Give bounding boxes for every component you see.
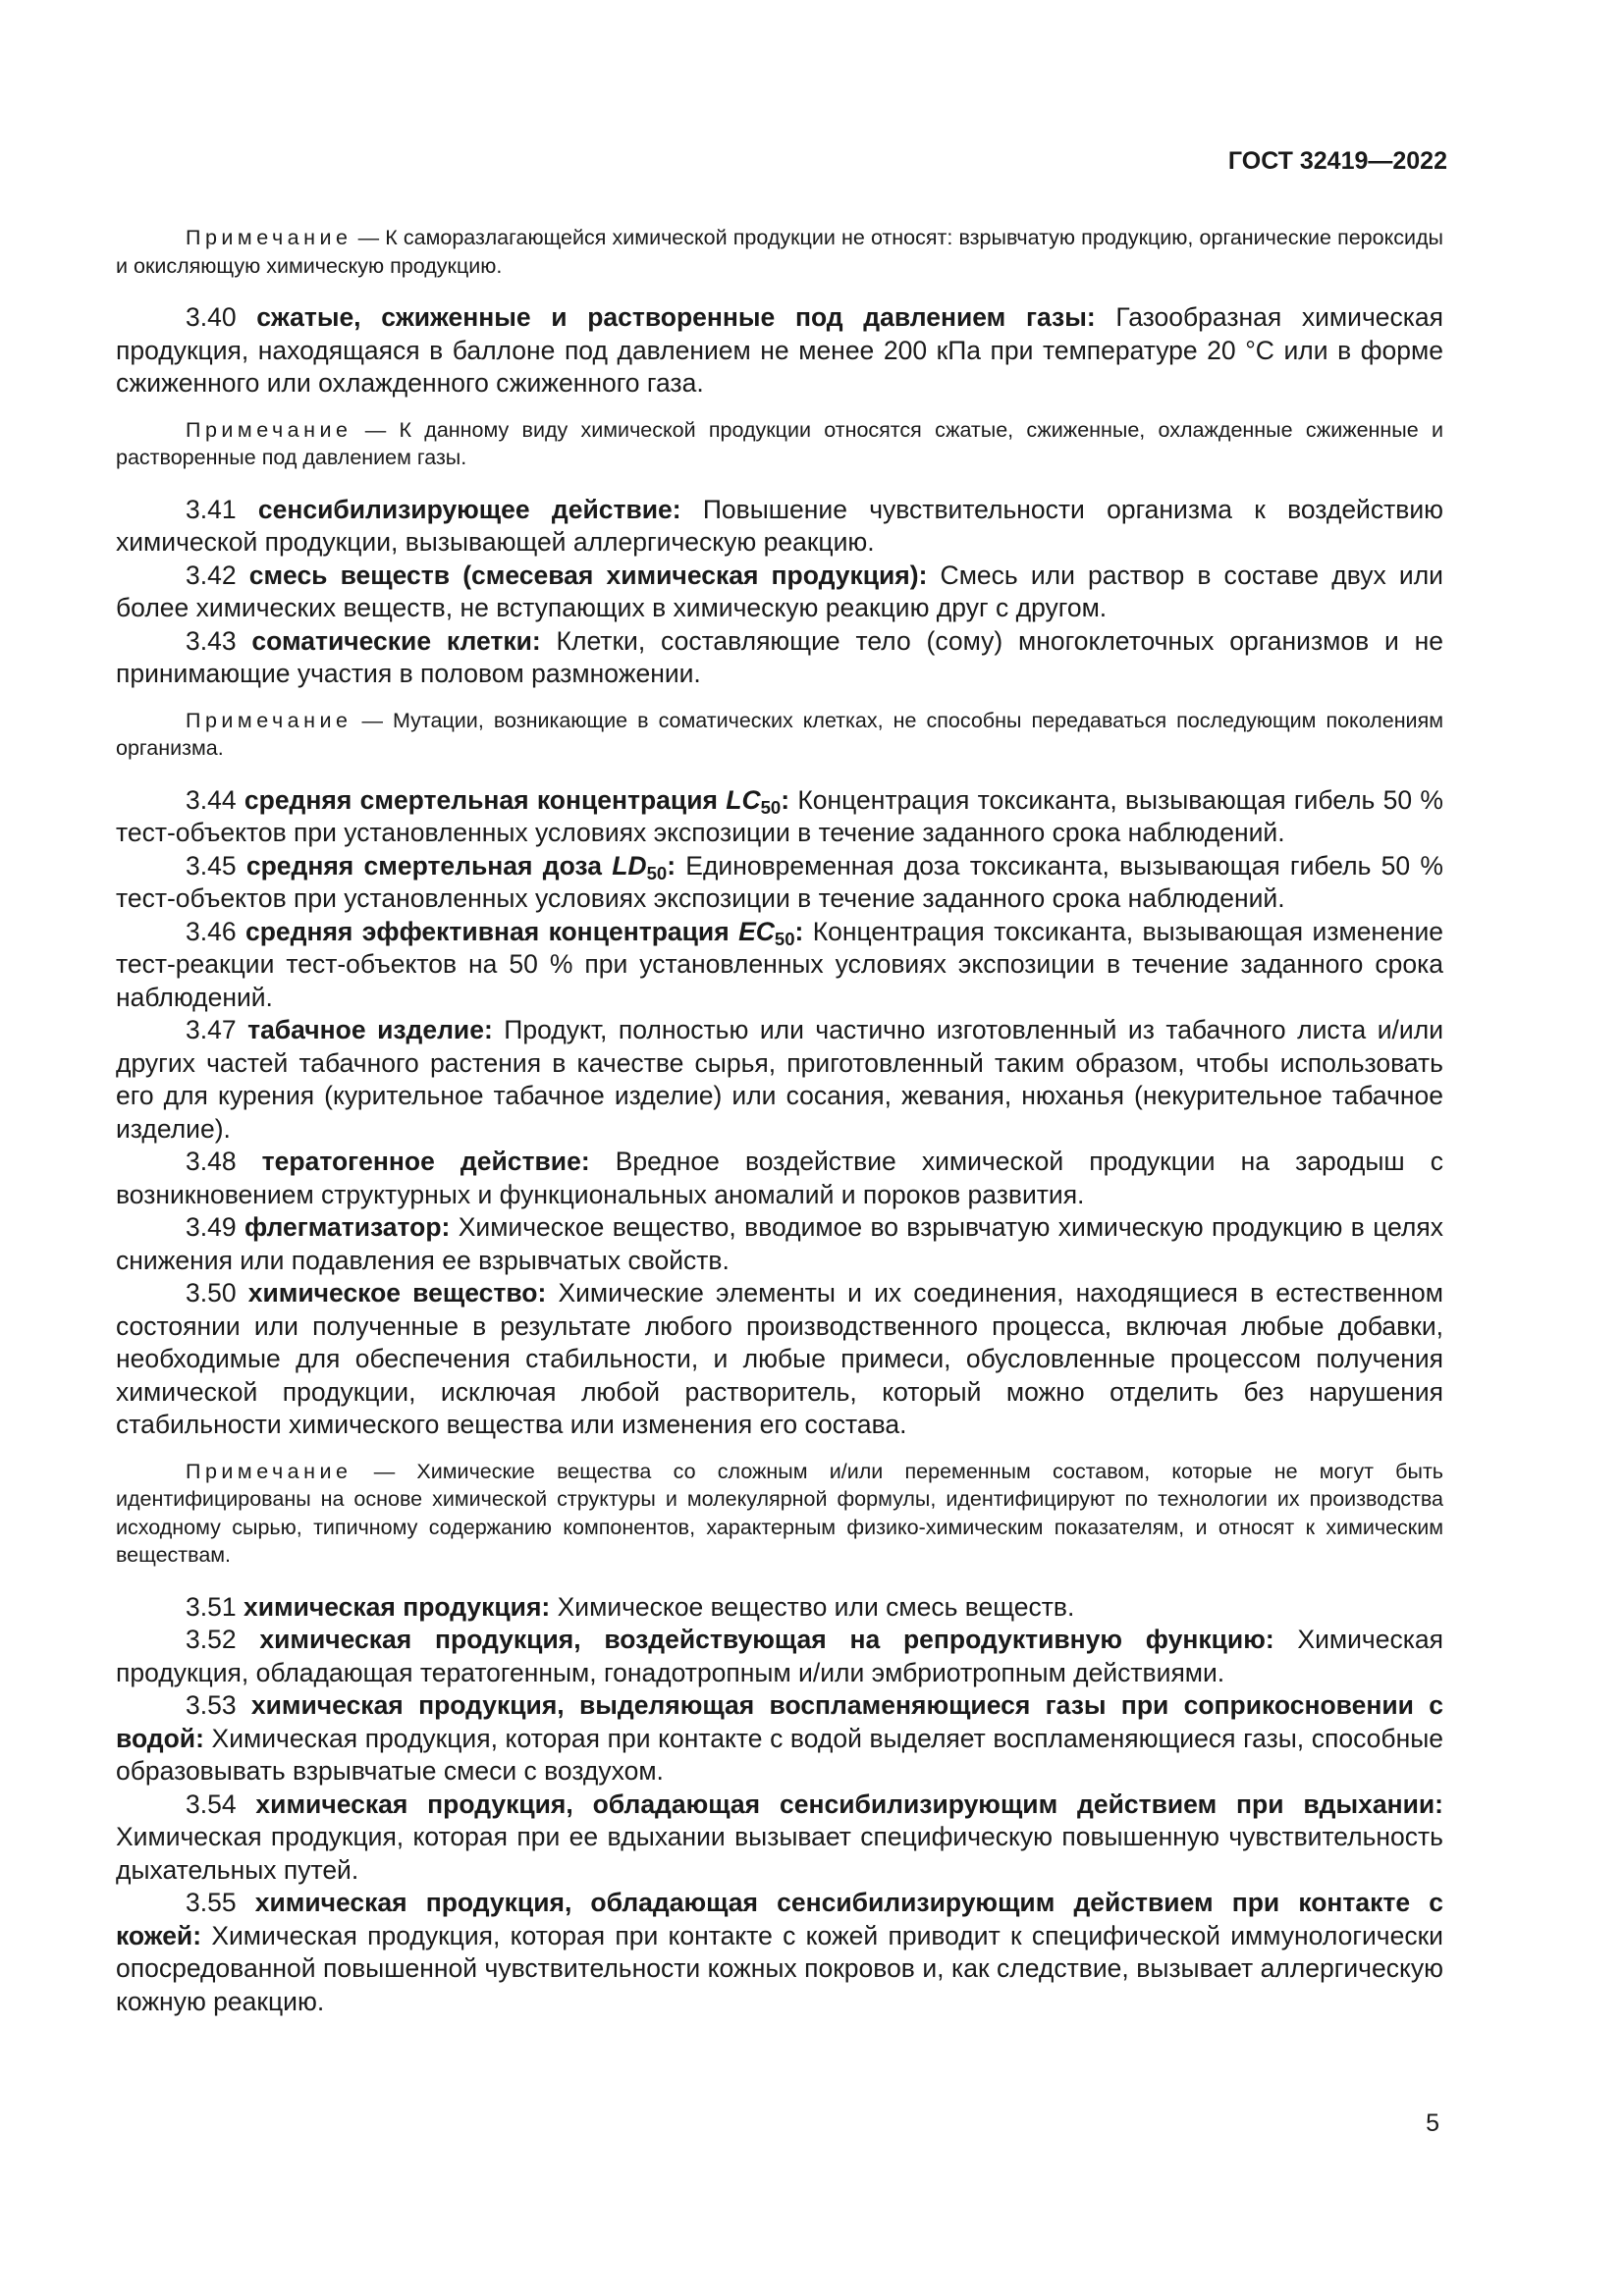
term-number: 3.40 [186,302,237,332]
term-symbol: LD [612,850,647,881]
term-name: химическая продукция, воздействующая на репродуктивную функцию: [259,1625,1274,1654]
term-number: 3.48 [186,1147,237,1176]
term-definition: Вредное воздействие химической продукции на зародыш с возникновением структурных и функциональных аномалий и пороков развития. [116,1147,1443,1209]
term-number: 3.53 [186,1690,237,1720]
term-number: 3.46 [186,916,237,946]
term-name: химическая продукция, выделяющая воспламеняющиеся газы при соприкосновении с водой: [116,1690,1443,1753]
note-label: Примечание [186,708,352,732]
term-name [244,784,790,818]
term-3-42 [116,560,1443,625]
term-number: 3.45 [186,850,237,881]
term-name: табачное изделие: [247,1015,493,1044]
term-number: 3.44 [186,784,237,815]
term-number: 3.50 [186,1278,237,1308]
term-symbol-subscript: 50 [760,796,782,818]
term-3-48 [116,1146,1443,1211]
term-3-43 [116,625,1443,691]
term-3-52 [116,1624,1443,1689]
term-name: тератогенное действие: [261,1147,590,1176]
term-colon: : [781,784,790,815]
term-name-text: средняя смертельная концентрация [244,784,718,815]
note-text: — Химические вещества со сложным и/или переменным составом, которые не могут быть идентифицированы на основе химической структуры и молекулярной формулы, идентифицируют по технологии их производства исходному сырью, типичному содержанию компонентов, характерным физико-химическим показателям, и относят к химическим веществам. [116,1459,1443,1567]
term-definition: Химические элементы и их соединения, находящиеся в естественном состоянии или полученные в результате любого производственного процесса, включая любые добавки, необходимые для обеспечения стабильности, и любые примеси, обусловленные процессом получения химической продукции, исключая любой растворитель, который можно отделить без нарушения стабильности химического вещества или изменения его состава. [116,1278,1443,1439]
note-text: — К саморазлагающейся химической продукции не относят: взрывчатую продукцию, органические пероксиды и окисляющую химическую продукцию. [116,226,1443,278]
term-definition: Химическое вещество, вводимое во взрывчатую химическую продукцию в целях снижения или подавления ее взрывчатых свойств. [116,1212,1443,1275]
term-name [246,851,676,881]
term-symbol: LC [726,784,761,815]
term-3-40 [116,301,1443,400]
term-3-55 [116,1887,1443,2018]
term-definition: Химическое вещество или смесь веществ. [550,1591,1075,1622]
term-3-51 [116,1591,1443,1625]
term-name: сжатые, сжиженные и растворенные под давлением газы: [256,302,1096,332]
term-definition: Химическая продукция, которая при контакте с кожей приводит к специфической иммунологически опосредованной повышенной чувствительности кожных покровов и, как следствие, вызывает аллергическую кожную реакцию. [116,1920,1443,2016]
term-symbol-subscript: 50 [646,862,668,883]
term-colon: : [794,916,804,946]
term-definition: Химическая продукция, которая при ее вдыхании вызывает специфическую повышенную чувствительность дыхательных путей. [116,1822,1443,1885]
note [116,224,1443,280]
note [116,416,1443,472]
term-3-53 [116,1689,1443,1789]
term-name: химическое вещество: [247,1278,547,1308]
note [116,707,1443,763]
note-label: Примечание [186,226,352,249]
term-number: 3.43 [186,625,237,656]
term-number: 3.52 [186,1625,237,1654]
term-number: 3.47 [186,1015,237,1044]
term-name: смесь веществ (смесевая химическая продукция): [248,560,928,590]
term-definition: Повышение чувствительности организма к воздействию химической продукции, вызывающей аллергическую реакцию. [116,494,1444,557]
term-number: 3.54 [186,1789,237,1819]
term-3-46 [116,916,1443,1015]
term-definition: Смесь или раствор в составе двух или более химических веществ, не вступающих в химическую реакцию друг с другом. [116,560,1443,622]
term-colon: : [667,850,677,881]
term-name: химическая продукция, обладающая сенсибилизирующим действием при контакте с кожей: [116,1888,1443,1950]
note-label: Примечание [186,1459,352,1483]
document-code: ГОСТ 32419—2022 [1227,147,1447,175]
term-definition: Химическая продукция, которая при контакте с водой выделяет воспламеняющиеся газы, способные образовывать взрывчатые смеси с воздухом. [116,1723,1443,1786]
term-name [244,916,804,949]
term-name: химическая продукция: [243,1591,551,1622]
term-number: 3.42 [186,560,237,590]
term-definition: Газообразная химическая продукция, находящаяся в баллоне под давлением не менее 200 кПа при температуре 20 °С или в форме сжиженного или охлажденного сжиженного газа. [116,302,1444,398]
note-label: Примечание [186,417,352,442]
term-number: 3.41 [186,494,237,524]
note-text: — Мутации, возникающие в соматических клетках, не способны передаваться последующим поколениям организма. [116,708,1443,760]
term-name-text: средняя смертельная доза [245,850,602,881]
term-number: 3.49 [186,1212,237,1242]
term-name: химическая продукция, обладающая сенсибилизирующим действием при вдыхании: [255,1789,1443,1819]
document-body [116,224,1443,2018]
term-3-41 [116,494,1443,560]
term-3-50 [116,1277,1443,1442]
term-number: 3.55 [186,1888,237,1917]
term-3-47 [116,1014,1443,1146]
term-symbol-subscript: 50 [774,928,795,949]
note [116,1458,1443,1570]
term-3-54 [116,1789,1443,1888]
term-3-49 [116,1211,1443,1277]
term-definition: Концентрация токсиканта, вызывающая гибель 50 % тест-объектов при установленных условиях экспозиции в течение заданного срока наблюдений. [116,784,1443,847]
term-name: сенсибилизирующее действие: [257,494,681,524]
term-definition: Продукт, полностью или частично изготовленный из табачного листа и/или других частей табачного растения в качестве сырья, приготовленный таким образом, чтобы использовать его для курения (курительное табачное изделие) или сосания, жевания, нюханья (некурительное табачное изделие). [116,1015,1443,1144]
term-name-text: средняя эффективная концентрация [244,916,730,946]
note-text: — К данному виду химической продукции относятся сжатые, сжиженные, охлажденные сжиженные и растворенные под давлением газы. [116,417,1443,469]
term-definition: Концентрация токсиканта, вызывающая изменение тест-реакции тест-объектов на 50 % при установленных условиях экспозиции в течение заданного срока наблюдений. [116,916,1443,1012]
term-3-45 [116,850,1443,916]
term-name: соматические клетки: [251,625,541,656]
term-definition: Клетки, составляющие тело (сому) многоклеточных организмов и не принимающие участия в половом размножении. [116,625,1443,688]
term-definition: Единовременная доза токсиканта, вызывающая гибель 50 % тест-объектов при установленных условиях экспозиции в течение заданного срока наблюдений. [116,850,1443,913]
term-number: 3.51 [186,1591,237,1622]
page-number: 5 [1426,2109,1439,2137]
term-definition: Химическая продукция, обладающая тератогенным, гонадотропным и/или эмбриотропным действиями. [116,1625,1443,1687]
term-3-44 [116,784,1443,850]
term-name: флегматизатор: [244,1212,451,1242]
term-symbol: EC [738,916,775,946]
